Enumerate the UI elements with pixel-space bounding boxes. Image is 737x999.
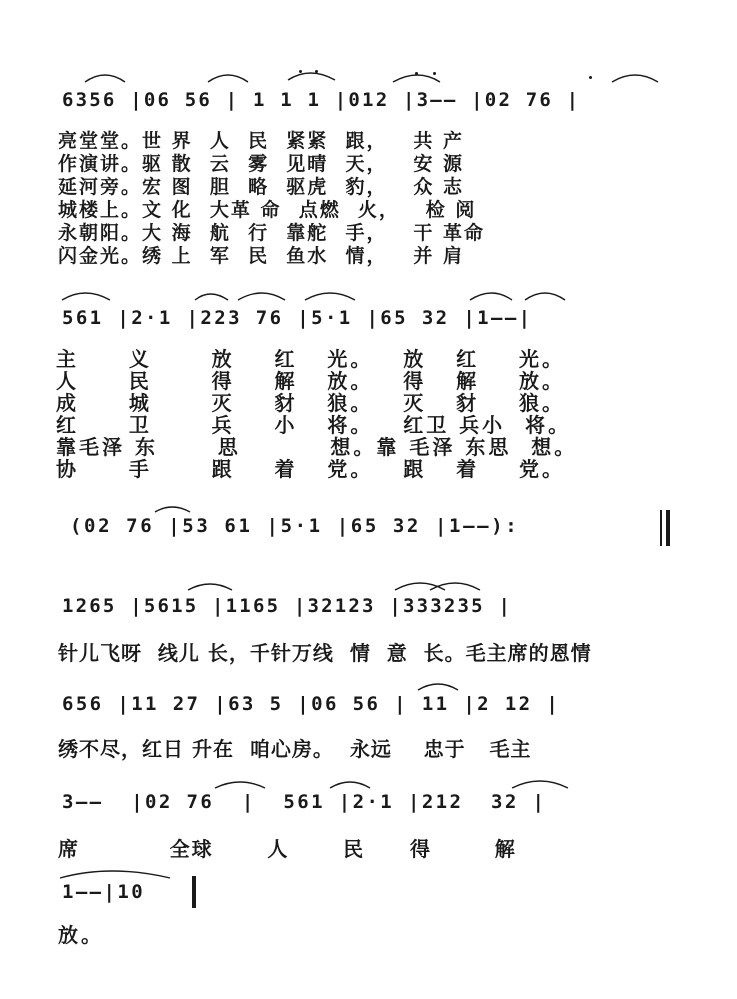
lyric-verse-3: 延河旁。宏 图 胆 略 驱虎 豹， 众 志 xyxy=(58,176,464,198)
octave-dot xyxy=(433,72,436,75)
octave-dot xyxy=(299,70,302,73)
lyric-verse-1: 主 义 放 红 光。 放 红 光。 xyxy=(56,347,565,371)
lyric-verse-5: 靠毛泽 东 思 想。靠 毛泽 东思 想。 xyxy=(56,435,578,459)
lyric-verse-6: 闪金光。绣 上 军 民 鱼水 情， 并 肩 xyxy=(58,245,464,267)
lyric-verse-4: 红 卫 兵 小 将。 红卫 兵小 将。 xyxy=(56,413,572,437)
lyric-verse-5: 永朝阳。大 海 航 行 靠舵 手， 干 革命 xyxy=(58,222,485,244)
notation-line-3: (02 76 |53 61 |5·1 |65 32 |1——): xyxy=(70,515,520,537)
lyric-line-7: 放。 xyxy=(58,923,104,947)
repeat-end-barline xyxy=(666,510,670,546)
lyric-verse-1: 亮堂堂。世 界 人 民 紧紧 跟， 共 产 xyxy=(58,130,464,152)
lyric-verse-3: 成 城 灭 豺 狼。 灭 豺 狼。 xyxy=(56,391,565,415)
notation-line-1: 6356 |06 56 | 1 1 1 |012 |3—— |02 76 | xyxy=(62,89,581,111)
lyric-verse-6: 协 手 跟 着 党。 跟 着 党。 xyxy=(56,457,565,481)
notation-line-4: 1265 |5615 |1165 |32123 |333235 | xyxy=(62,595,513,617)
lyric-line-6: 席 全球 人 民 得 解 xyxy=(58,837,517,861)
repeat-end-barline-thin xyxy=(660,510,662,546)
notation-line-6: 3—— |02 76 | 561 |2·1 |212 32 | xyxy=(62,791,547,813)
lyric-verse-2: 人 民 得 解 放。 得 解 放。 xyxy=(56,369,565,393)
octave-dot xyxy=(415,72,418,75)
notation-line-5: 656 |11 27 |63 5 |06 56 | 11 |2 12 | xyxy=(62,693,561,715)
lyric-line-4: 针儿飞呀 线儿 长，千针万线 情 意 长。毛主席的恩情 xyxy=(58,641,592,665)
lyric-verse-2: 作演讲。驱 散 云 雾 见晴 天， 安 源 xyxy=(58,153,464,175)
lyric-line-5: 绣不尽，红日 升在 咱心房。 永远 忠于 毛主 xyxy=(58,737,532,761)
octave-dot xyxy=(589,76,592,79)
lyric-verse-4: 城楼上。文 化 大革 命 点燃 火， 检 阅 xyxy=(58,199,477,221)
final-barline xyxy=(192,876,196,908)
notation-line-2: 561 |2·1 |223 76 |5·1 |65 32 |1——| xyxy=(62,307,533,329)
notation-line-7: 1——|10 xyxy=(62,881,146,903)
octave-dot xyxy=(315,70,318,73)
